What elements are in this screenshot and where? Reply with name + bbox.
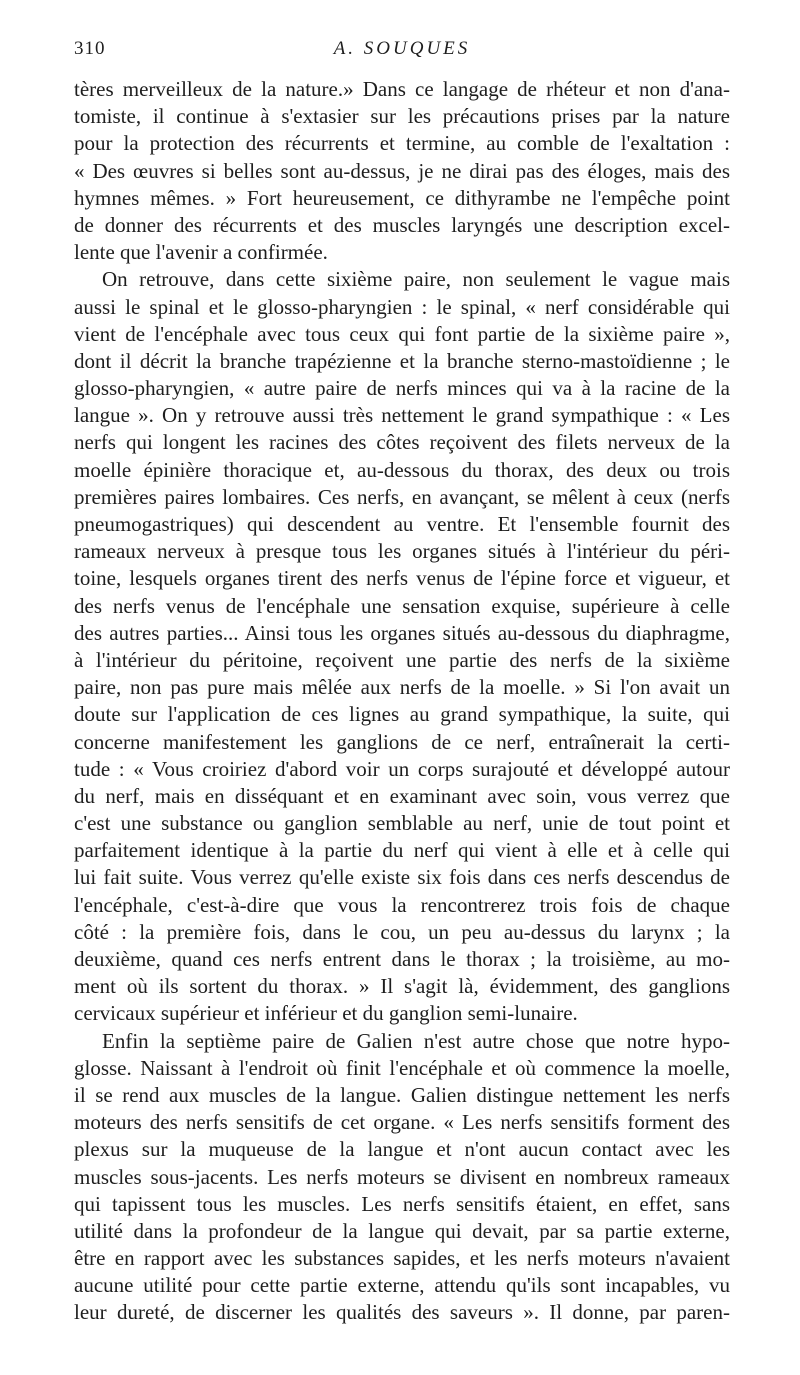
text-line: être en rapport avec les substances sapides, et les nerfs moteurs n'avaient (74, 1246, 730, 1271)
text-line: tude : « Vous croiriez d'abord voir un corps surajouté et développé autour (74, 756, 730, 781)
text-line: rameaux nerveux à presque tous les organes situés à l'intérieur du péri- (74, 539, 730, 564)
text-line: concerne manifestement les ganglions de ce nerf, entraînerait la certi- (74, 729, 730, 754)
text-line: côté : la première fois, dans le cou, un peu au-dessus du larynx ; la (74, 919, 730, 944)
text-line: « Des œuvres si belles sont au-dessus, je ne dirai pas des éloges, mais des (74, 158, 730, 183)
text-line: muscles sous-jacents. Les nerfs moteurs se divisent en nombreux rameaux (74, 1164, 730, 1189)
text-line: vient de l'encéphale avec tous ceux qui font partie de la sixième paire », (74, 321, 730, 346)
text-line: l'encéphale, c'est-à-dire que vous la rencontrerez trois fois de chaque (74, 892, 730, 917)
text-line: hymnes mêmes. » Fort heureusement, ce dithyrambe ne l'empêche point (74, 185, 730, 210)
text-line: langue ». On y retrouve aussi très nettement le grand sympathique : « Les (74, 403, 730, 428)
text-line: pour la protection des récurrents et termine, au comble de l'exaltation : (74, 131, 730, 156)
text-line: moelle épinière thoracique et, au-dessous du thorax, des deux ou trois (74, 457, 730, 482)
text-line: tères merveilleux de la nature.» Dans ce langage de rhéteur et non d'ana- (74, 77, 730, 101)
text-line: dont il décrit la branche trapézienne et la branche sterno-mastoïdienne ; le (74, 348, 730, 373)
text-line: lui fait suite. Vous verrez qu'elle existe six fois dans ces nerfs descendus de (74, 865, 730, 890)
text-line: lente que l'avenir a confirmée. (74, 240, 328, 265)
paragraph (74, 266, 730, 1027)
page-header (74, 38, 730, 68)
body-text (74, 76, 730, 1327)
text-line: glosse. Naissant à l'endroit où finit l'encéphale et où commence la moelle, (74, 1055, 730, 1080)
text-line: parfaitement identique à la partie du nerf qui vient à elle et à celle qui (74, 838, 730, 863)
running-head: A. SOUQUES (333, 38, 471, 59)
text-line: des nerfs venus de l'encéphale une sensation exquise, supérieure à celle (74, 593, 730, 618)
text-line: il se rend aux muscles de la langue. Galien distingue nettement les nerfs (74, 1082, 730, 1107)
text-line: tomiste, il continue à s'extasier sur les précautions prises par la nature (74, 104, 730, 129)
paragraph (74, 1028, 730, 1327)
text-line: moteurs des nerfs sensitifs de cet organe. « Les nerfs sensitifs forment des (74, 1110, 730, 1135)
page-number: 310 (74, 38, 106, 59)
text-line: toine, lesquels organes tirent des nerfs venus de l'épine force et vigueur, et (74, 566, 730, 591)
text-line: Enfin la septième paire de Galien n'est autre chose que notre hypo- (102, 1028, 730, 1053)
text-line: qui tapissent tous les muscles. Les nerfs sensitifs étaient, en effet, sans (74, 1191, 730, 1216)
text-line: glosso-pharyngien, « autre paire de nerfs minces qui va à la racine de la (74, 376, 730, 401)
text-line: à l'intérieur du péritoine, reçoivent une partie des nerfs de la sixième (74, 647, 730, 672)
text-line: des autres parties... Ainsi tous les organes situés au-dessous du diaphragme, (74, 620, 730, 645)
text-line: doute sur l'application de ces lignes au grand sympathique, la suite, qui (74, 702, 730, 727)
text-line: premières paires lombaires. Ces nerfs, en avançant, se mêlent à ceux (nerfs (74, 484, 730, 509)
text-line: c'est une substance ou ganglion semblable au nerf, unie de tout point et (74, 811, 730, 836)
text-line: aucune utilité pour cette partie externe, attendu qu'ils sont incapables, vu (74, 1273, 730, 1298)
text-line: du nerf, mais en disséquant et en examinant avec soin, vous verrez que (74, 783, 730, 808)
text-line: ment où ils sortent du thorax. » Il s'agit là, évidemment, des ganglions (74, 974, 730, 999)
text-line: nerfs qui longent les racines des côtes reçoivent des filets nerveux de la (74, 430, 730, 455)
text-line: aussi le spinal et le glosso-pharyngien : le spinal, « nerf considérable qui (74, 294, 730, 319)
text-line: plexus sur la muqueuse de la langue et n'ont aucun contact avec les (74, 1137, 730, 1162)
paragraph (74, 76, 730, 266)
text-line: paire, non pas pure mais mêlée aux nerfs de la moelle. » Si l'on avait un (74, 675, 730, 700)
text-line: de donner des récurrents et des muscles laryngés une description excel- (74, 212, 730, 237)
text-line: pneumogastriques) qui descendent au ventre. Et l'ensemble fournit des (74, 512, 730, 536)
text-line: leur dureté, de discerner les qualités des saveurs ». Il donne, par paren- (74, 1300, 730, 1325)
text-line: deuxième, quand ces nerfs entrent dans le thorax ; la troisième, au mo- (74, 947, 730, 971)
text-line: On retrouve, dans cette sixième paire, non seulement le vague mais (102, 267, 730, 292)
text-line: utilité dans la profondeur de la langue qui devait, par sa partie externe, (74, 1218, 730, 1243)
text-line: cervicaux supérieur et inférieur et du ganglion semi-lunaire. (74, 1001, 578, 1026)
